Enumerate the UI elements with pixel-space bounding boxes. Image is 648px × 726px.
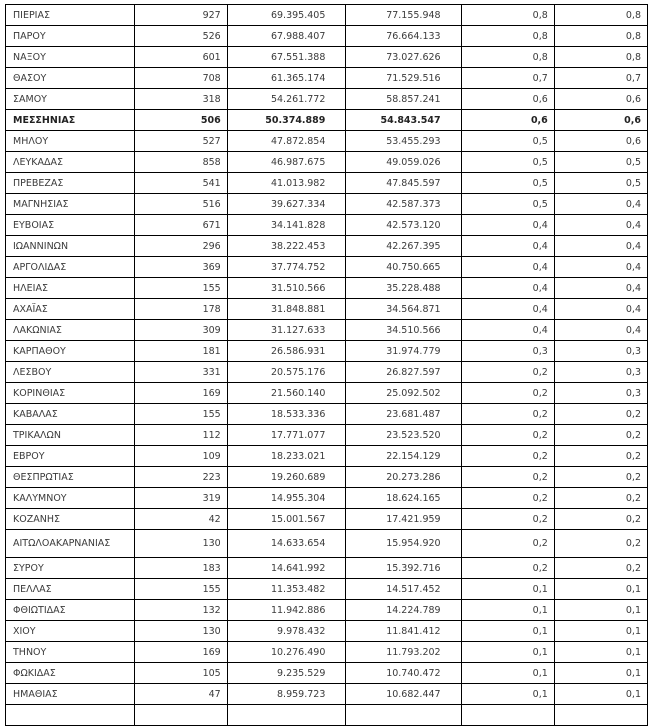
- percent-b-cell: 0,2: [554, 558, 647, 579]
- table-row: [6, 320, 648, 341]
- percent-b-cell: 0,2: [554, 509, 647, 530]
- count-cell: 169: [134, 642, 227, 663]
- table-row: [6, 26, 648, 47]
- value-b-cell: 58.857.241: [346, 89, 461, 110]
- percent-b-cell: 0,8: [554, 5, 647, 26]
- percent-a-cell: 0,8: [461, 26, 554, 47]
- count-cell: 155: [134, 278, 227, 299]
- table-row: [6, 383, 648, 404]
- table-row: [6, 110, 648, 131]
- prefecture-data-table: [5, 4, 648, 726]
- prefecture-name-cell: ΦΩΚΙΔΑΣ: [6, 663, 135, 684]
- table-row: [6, 89, 648, 110]
- value-a-cell: 67.988.407: [227, 26, 346, 47]
- table-row: [6, 579, 648, 600]
- value-a-cell: 9.235.529: [227, 663, 346, 684]
- percent-a-cell: 0,2: [461, 467, 554, 488]
- percent-a-cell: 0,2: [461, 362, 554, 383]
- value-a-cell: 21.560.140: [227, 383, 346, 404]
- value-b-cell: 15.392.716: [346, 558, 461, 579]
- value-a-cell: 31.848.881: [227, 299, 346, 320]
- table-row: [6, 642, 648, 663]
- percent-b-cell: 0,2: [554, 425, 647, 446]
- table-row: [6, 215, 648, 236]
- percent-a-cell: 0,4: [461, 236, 554, 257]
- value-b-cell: 40.750.665: [346, 257, 461, 278]
- percent-b-cell: 0,8: [554, 26, 647, 47]
- percent-b-cell: 0,4: [554, 278, 647, 299]
- value-b-cell: 34.510.566: [346, 320, 461, 341]
- table-row: [6, 600, 648, 621]
- data-table-container: [5, 4, 648, 726]
- prefecture-name-cell: ΠΑΡΟΥ: [6, 26, 135, 47]
- percent-a-cell: 0,7: [461, 68, 554, 89]
- percent-a-cell: 0,4: [461, 257, 554, 278]
- count-cell: 130: [134, 530, 227, 558]
- percent-a-cell: 0,1: [461, 663, 554, 684]
- value-b-cell: 14.224.789: [346, 600, 461, 621]
- value-a-cell: 41.013.982: [227, 173, 346, 194]
- table-row: [6, 404, 648, 425]
- value-a-cell: 18.233.021: [227, 446, 346, 467]
- value-b-cell: 20.273.286: [346, 467, 461, 488]
- prefecture-name-cell: ΛΕΣΒΟΥ: [6, 362, 135, 383]
- table-row: [6, 299, 648, 320]
- percent-b-cell: 0,2: [554, 467, 647, 488]
- percent-a-cell: 0,8: [461, 5, 554, 26]
- table-row: [6, 663, 648, 684]
- percent-a-cell: 0,1: [461, 579, 554, 600]
- count-cell: 155: [134, 579, 227, 600]
- percent-a-cell: 0,4: [461, 320, 554, 341]
- prefecture-name-cell: ΚΑΛΥΜΝΟΥ: [6, 488, 135, 509]
- value-a-cell: 14.633.654: [227, 530, 346, 558]
- value-b-cell: 73.027.626: [346, 47, 461, 68]
- value-a-cell: 31.127.633: [227, 320, 346, 341]
- value-a-cell: 15.001.567: [227, 509, 346, 530]
- count-cell: 223: [134, 467, 227, 488]
- value-b-cell: 22.154.129: [346, 446, 461, 467]
- count-cell: 369: [134, 257, 227, 278]
- percent-b-cell: 0,4: [554, 194, 647, 215]
- value-a-cell: 31.510.566: [227, 278, 346, 299]
- value-a-cell: 54.261.772: [227, 89, 346, 110]
- percent-a-cell: 0,4: [461, 215, 554, 236]
- percent-a-cell: 0,2: [461, 404, 554, 425]
- percent-b-cell: 0,6: [554, 110, 647, 131]
- value-a-cell: 18.533.336: [227, 404, 346, 425]
- percent-b-cell: 0,3: [554, 341, 647, 362]
- percent-b-cell: 0,2: [554, 446, 647, 467]
- value-b-cell: 26.827.597: [346, 362, 461, 383]
- value-b-cell: 23.523.520: [346, 425, 461, 446]
- count-cell: 516: [134, 194, 227, 215]
- table-row: [6, 236, 648, 257]
- prefecture-name-cell: ΚΑΒΑΛΑΣ: [6, 404, 135, 425]
- table-row: [6, 131, 648, 152]
- table-row: [6, 530, 648, 558]
- count-cell: 331: [134, 362, 227, 383]
- value-a-cell: 26.586.931: [227, 341, 346, 362]
- count-cell: 112: [134, 425, 227, 446]
- percent-a-cell: 0,2: [461, 425, 554, 446]
- percent-b-cell: 0,4: [554, 257, 647, 278]
- table-row: [6, 425, 648, 446]
- value-b-cell: 15.954.920: [346, 530, 461, 558]
- value-b-cell: [346, 705, 461, 726]
- percent-a-cell: 0,2: [461, 488, 554, 509]
- value-b-cell: 76.664.133: [346, 26, 461, 47]
- percent-b-cell: 0,3: [554, 383, 647, 404]
- value-b-cell: 25.092.502: [346, 383, 461, 404]
- value-b-cell: 10.740.472: [346, 663, 461, 684]
- percent-b-cell: 0,4: [554, 320, 647, 341]
- value-a-cell: 10.276.490: [227, 642, 346, 663]
- prefecture-name-cell: ΣΥΡΟΥ: [6, 558, 135, 579]
- prefecture-name-cell: ΦΘΙΩΤΙΔΑΣ: [6, 600, 135, 621]
- prefecture-name-cell: ΠΕΛΛΑΣ: [6, 579, 135, 600]
- percent-b-cell: 0,1: [554, 642, 647, 663]
- table-body: [6, 5, 648, 726]
- count-cell: 130: [134, 621, 227, 642]
- value-a-cell: 11.353.482: [227, 579, 346, 600]
- value-b-cell: 34.564.871: [346, 299, 461, 320]
- percent-a-cell: 0,6: [461, 110, 554, 131]
- percent-a-cell: 0,5: [461, 152, 554, 173]
- value-b-cell: 23.681.487: [346, 404, 461, 425]
- prefecture-name-cell: ΘΕΣΠΡΩΤΙΑΣ: [6, 467, 135, 488]
- percent-b-cell: 0,1: [554, 579, 647, 600]
- table-row: [6, 621, 648, 642]
- value-a-cell: 39.627.334: [227, 194, 346, 215]
- table-row: [6, 152, 648, 173]
- value-b-cell: 77.155.948: [346, 5, 461, 26]
- value-a-cell: 8.959.723: [227, 684, 346, 705]
- percent-b-cell: 0,6: [554, 89, 647, 110]
- prefecture-name-cell: ΜΑΓΝΗΣΙΑΣ: [6, 194, 135, 215]
- value-a-cell: 34.141.828: [227, 215, 346, 236]
- percent-a-cell: 0,1: [461, 642, 554, 663]
- percent-a-cell: 0,1: [461, 600, 554, 621]
- value-a-cell: 14.641.992: [227, 558, 346, 579]
- value-b-cell: 11.793.202: [346, 642, 461, 663]
- percent-b-cell: 0,5: [554, 152, 647, 173]
- count-cell: 178: [134, 299, 227, 320]
- prefecture-name-cell: ΠΙΕΡΙΑΣ: [6, 5, 135, 26]
- value-a-cell: 69.395.405: [227, 5, 346, 26]
- prefecture-name-cell: ΜΕΣΣΗΝΙΑΣ: [6, 110, 135, 131]
- percent-a-cell: 0,2: [461, 509, 554, 530]
- percent-a-cell: 0,5: [461, 194, 554, 215]
- value-b-cell: 14.517.452: [346, 579, 461, 600]
- value-a-cell: 61.365.174: [227, 68, 346, 89]
- percent-b-cell: 0,1: [554, 663, 647, 684]
- table-row: [6, 558, 648, 579]
- count-cell: 296: [134, 236, 227, 257]
- value-a-cell: 67.551.388: [227, 47, 346, 68]
- table-row: [6, 5, 648, 26]
- value-a-cell: 38.222.453: [227, 236, 346, 257]
- percent-a-cell: 0,1: [461, 684, 554, 705]
- value-b-cell: 71.529.516: [346, 68, 461, 89]
- table-row: [6, 362, 648, 383]
- prefecture-name-cell: ΙΩΑΝΝΙΝΩΝ: [6, 236, 135, 257]
- percent-b-cell: 0,1: [554, 621, 647, 642]
- count-cell: 506: [134, 110, 227, 131]
- count-cell: 526: [134, 26, 227, 47]
- prefecture-name-cell: ΧΙΟΥ: [6, 621, 135, 642]
- table-row: [6, 488, 648, 509]
- value-b-cell: 10.682.447: [346, 684, 461, 705]
- count-cell: 155: [134, 404, 227, 425]
- table-row: [6, 47, 648, 68]
- count-cell: [134, 705, 227, 726]
- percent-b-cell: [554, 705, 647, 726]
- percent-b-cell: 0,1: [554, 600, 647, 621]
- value-b-cell: 18.624.165: [346, 488, 461, 509]
- value-b-cell: 42.587.373: [346, 194, 461, 215]
- table-row: [6, 446, 648, 467]
- prefecture-name-cell: ΤΗΝΟΥ: [6, 642, 135, 663]
- percent-b-cell: 0,5: [554, 173, 647, 194]
- prefecture-name-cell: ΑΙΤΩΛΟΑΚΑΡΝΑΝΙΑΣ: [6, 530, 135, 558]
- percent-a-cell: 0,5: [461, 131, 554, 152]
- count-cell: 601: [134, 47, 227, 68]
- count-cell: 541: [134, 173, 227, 194]
- percent-b-cell: 0,6: [554, 131, 647, 152]
- count-cell: 105: [134, 663, 227, 684]
- count-cell: 132: [134, 600, 227, 621]
- percent-b-cell: 0,3: [554, 362, 647, 383]
- prefecture-name-cell: ΚΟΖΑΝΗΣ: [6, 509, 135, 530]
- percent-a-cell: 0,2: [461, 446, 554, 467]
- percent-a-cell: 0,4: [461, 299, 554, 320]
- value-a-cell: 9.978.432: [227, 621, 346, 642]
- prefecture-name-cell: ΛΕΥΚΑΔΑΣ: [6, 152, 135, 173]
- prefecture-name-cell: ΜΗΛΟΥ: [6, 131, 135, 152]
- value-a-cell: 19.260.689: [227, 467, 346, 488]
- percent-a-cell: 0,2: [461, 383, 554, 404]
- value-a-cell: 47.872.854: [227, 131, 346, 152]
- prefecture-name-cell: ΣΑΜΟΥ: [6, 89, 135, 110]
- count-cell: 42: [134, 509, 227, 530]
- percent-b-cell: 0,2: [554, 488, 647, 509]
- prefecture-name-cell: ΕΥΒΟΙΑΣ: [6, 215, 135, 236]
- percent-a-cell: 0,2: [461, 558, 554, 579]
- percent-b-cell: 0,2: [554, 404, 647, 425]
- prefecture-name-cell: ΑΡΓΟΛΙΔΑΣ: [6, 257, 135, 278]
- table-row: [6, 68, 648, 89]
- prefecture-name-cell: ΤΡΙΚΑΛΩΝ: [6, 425, 135, 446]
- count-cell: 169: [134, 383, 227, 404]
- value-b-cell: 42.573.120: [346, 215, 461, 236]
- count-cell: 318: [134, 89, 227, 110]
- count-cell: 309: [134, 320, 227, 341]
- table-row: [6, 705, 648, 726]
- table-row: [6, 467, 648, 488]
- prefecture-name-cell: ΕΒΡΟΥ: [6, 446, 135, 467]
- count-cell: 47: [134, 684, 227, 705]
- table-row: [6, 278, 648, 299]
- count-cell: 183: [134, 558, 227, 579]
- count-cell: 858: [134, 152, 227, 173]
- count-cell: 927: [134, 5, 227, 26]
- percent-b-cell: 0,1: [554, 684, 647, 705]
- value-a-cell: 37.774.752: [227, 257, 346, 278]
- percent-b-cell: 0,2: [554, 530, 647, 558]
- percent-a-cell: 0,3: [461, 341, 554, 362]
- value-b-cell: 35.228.488: [346, 278, 461, 299]
- value-a-cell: 14.955.304: [227, 488, 346, 509]
- count-cell: 527: [134, 131, 227, 152]
- percent-b-cell: 0,4: [554, 299, 647, 320]
- prefecture-name-cell: ΝΑΞΟΥ: [6, 47, 135, 68]
- table-row: [6, 684, 648, 705]
- percent-b-cell: 0,4: [554, 236, 647, 257]
- percent-a-cell: 0,8: [461, 47, 554, 68]
- count-cell: 181: [134, 341, 227, 362]
- table-row: [6, 194, 648, 215]
- value-a-cell: 46.987.675: [227, 152, 346, 173]
- prefecture-name-cell: ΛΑΚΩΝΙΑΣ: [6, 320, 135, 341]
- count-cell: 319: [134, 488, 227, 509]
- prefecture-name-cell: ΗΜΑΘΙΑΣ: [6, 684, 135, 705]
- prefecture-name-cell: ΗΛΕΙΑΣ: [6, 278, 135, 299]
- value-a-cell: [227, 705, 346, 726]
- percent-b-cell: 0,7: [554, 68, 647, 89]
- table-row: [6, 257, 648, 278]
- percent-a-cell: 0,4: [461, 278, 554, 299]
- table-row: [6, 341, 648, 362]
- value-a-cell: 11.942.886: [227, 600, 346, 621]
- value-b-cell: 53.455.293: [346, 131, 461, 152]
- percent-a-cell: 0,5: [461, 173, 554, 194]
- prefecture-name-cell: ΚΟΡΙΝΘΙΑΣ: [6, 383, 135, 404]
- value-a-cell: 50.374.889: [227, 110, 346, 131]
- prefecture-name-cell: [6, 705, 135, 726]
- count-cell: 708: [134, 68, 227, 89]
- percent-a-cell: 0,2: [461, 530, 554, 558]
- value-b-cell: 47.845.597: [346, 173, 461, 194]
- value-b-cell: 54.843.547: [346, 110, 461, 131]
- table-row: [6, 173, 648, 194]
- percent-a-cell: [461, 705, 554, 726]
- table-row: [6, 509, 648, 530]
- value-b-cell: 31.974.779: [346, 341, 461, 362]
- prefecture-name-cell: ΚΑΡΠΑΘΟΥ: [6, 341, 135, 362]
- count-cell: 671: [134, 215, 227, 236]
- value-b-cell: 42.267.395: [346, 236, 461, 257]
- percent-b-cell: 0,8: [554, 47, 647, 68]
- value-b-cell: 17.421.959: [346, 509, 461, 530]
- value-b-cell: 11.841.412: [346, 621, 461, 642]
- percent-a-cell: 0,1: [461, 621, 554, 642]
- prefecture-name-cell: ΠΡΕΒΕΖΑΣ: [6, 173, 135, 194]
- value-a-cell: 20.575.176: [227, 362, 346, 383]
- value-b-cell: 49.059.026: [346, 152, 461, 173]
- percent-b-cell: 0,4: [554, 215, 647, 236]
- prefecture-name-cell: ΑΧΑΪΑΣ: [6, 299, 135, 320]
- percent-a-cell: 0,6: [461, 89, 554, 110]
- count-cell: 109: [134, 446, 227, 467]
- prefecture-name-cell: ΘΑΣΟΥ: [6, 68, 135, 89]
- value-a-cell: 17.771.077: [227, 425, 346, 446]
